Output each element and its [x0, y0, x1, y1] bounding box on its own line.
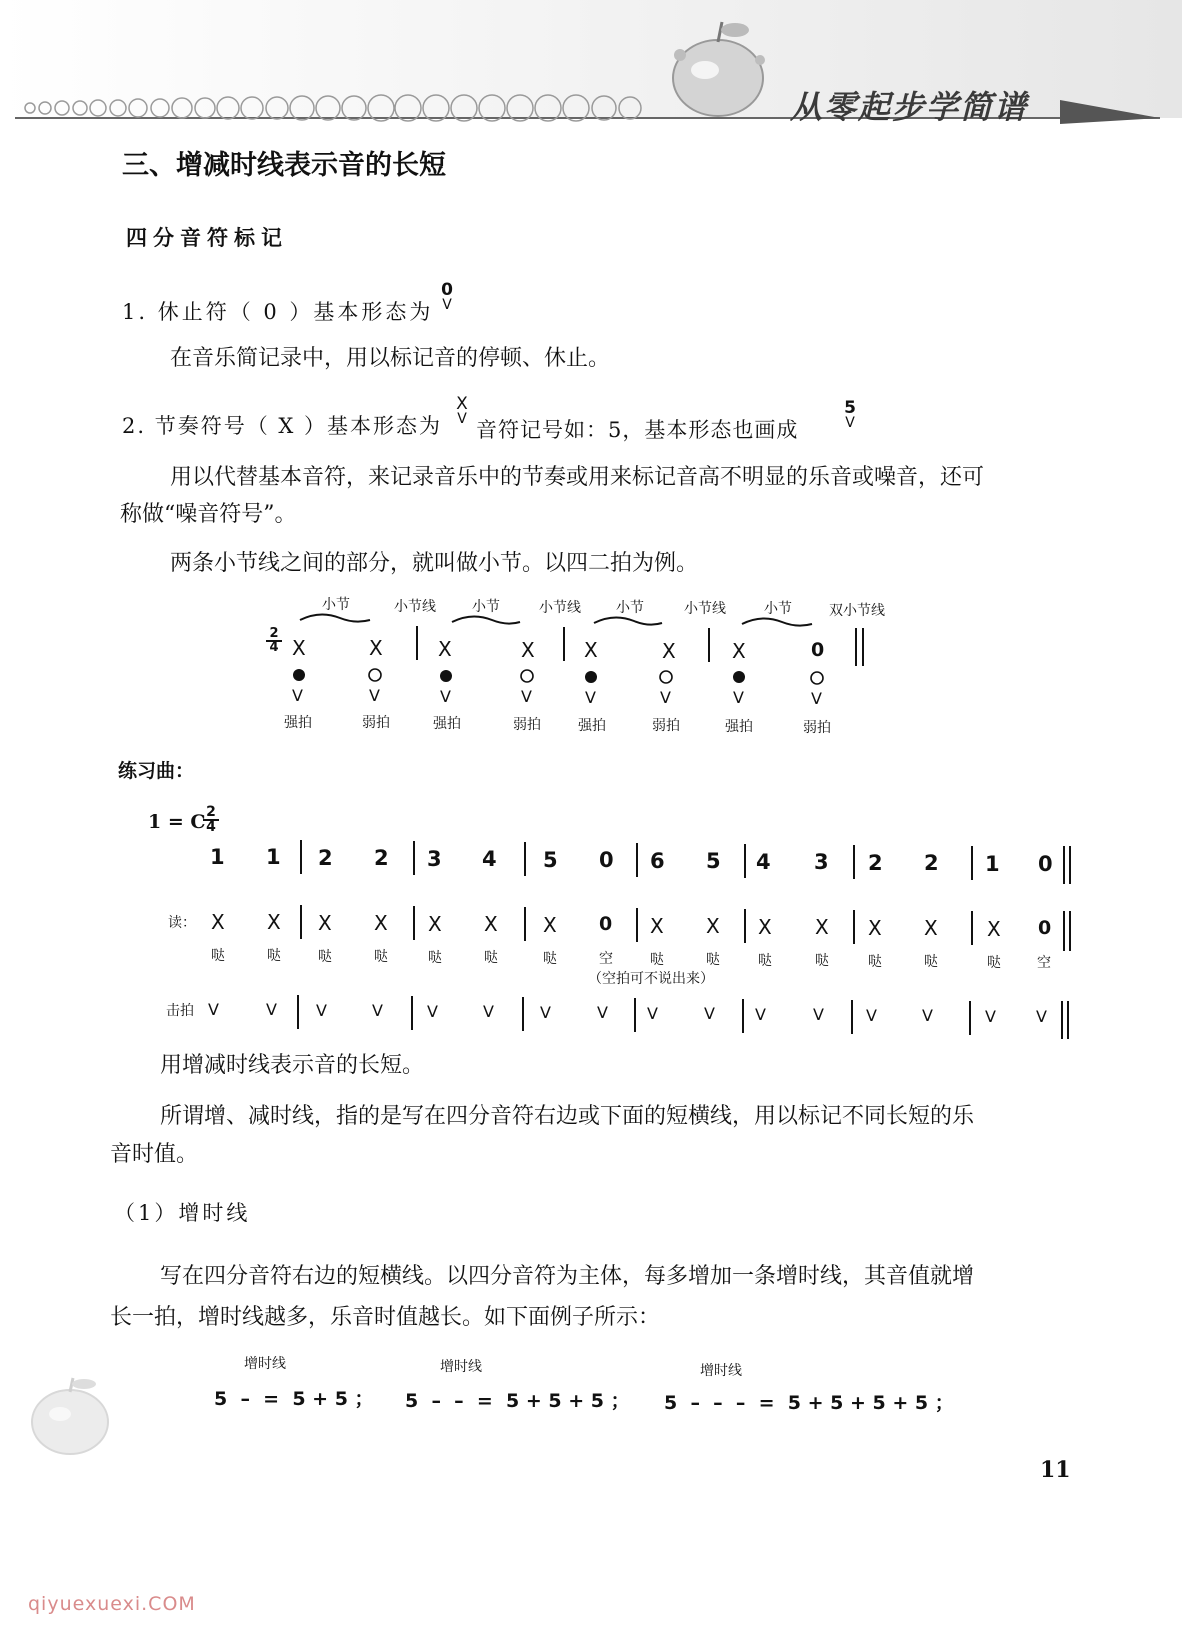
barline — [413, 906, 415, 940]
barline — [522, 997, 524, 1031]
read-note: X — [543, 913, 557, 937]
read-note: X — [318, 911, 332, 935]
para-3-line-1: 写在四分音符右边的短横线。以四分音符为主体，每多增加一条增时线，其音值就增 — [160, 1264, 975, 1289]
double-barline — [1063, 911, 1065, 951]
read-note: X — [650, 914, 664, 938]
note: 6 — [650, 849, 665, 873]
item2-middle: 音符记号如：5，基本形态也画成 — [476, 418, 799, 442]
notes-row — [0, 840, 1182, 890]
measure-diagram — [0, 590, 1182, 745]
syllable: 哒 — [484, 950, 498, 966]
item1-desc: 在音乐简记录中，用以标记音的停顿、休止。 — [170, 346, 611, 371]
syllable: 哒 — [318, 949, 332, 965]
v-mark: V — [1036, 1007, 1047, 1026]
barline — [411, 996, 413, 1030]
read-note: X — [484, 912, 498, 936]
syllable: 哒 — [267, 948, 281, 964]
v-mark: V — [647, 1004, 658, 1023]
barline — [853, 910, 855, 944]
beat-label: 弱拍 — [362, 715, 390, 731]
diagram-note: X — [438, 637, 452, 661]
read-note: X — [924, 916, 938, 940]
time-signature — [266, 628, 282, 654]
page-number: 11 — [1040, 1457, 1071, 1483]
v-mark: V — [483, 1002, 494, 1021]
double-barline-label: 双小节线 — [829, 603, 885, 619]
item2-symbol — [452, 396, 472, 426]
barline — [416, 626, 418, 660]
v-mark: V — [369, 686, 380, 705]
double-barline — [1061, 1001, 1063, 1039]
barline — [634, 998, 636, 1032]
barline — [524, 842, 526, 876]
note: 1 — [985, 852, 1000, 876]
barline — [563, 627, 565, 661]
time-sig-top: 2 — [206, 804, 216, 820]
double-barline — [1069, 911, 1071, 951]
barline — [636, 908, 638, 942]
barline — [413, 841, 415, 875]
item2-symbol2 — [840, 400, 860, 430]
read-note: X — [758, 915, 772, 939]
note: 0 — [599, 848, 614, 872]
syllable: 哒 — [815, 953, 829, 969]
example-1: 5 – = 5 + 5 ； — [214, 1388, 374, 1410]
examples — [0, 1350, 1182, 1430]
example-3: 5 – – – = 5 + 5 + 5 + 5 ； — [664, 1392, 954, 1414]
barline — [524, 907, 526, 941]
barline — [300, 905, 302, 939]
beat-label: 强拍 — [433, 716, 461, 732]
measure-label: 小节 — [616, 600, 644, 616]
section-title: 三、增减时线表示音的长短 — [122, 150, 446, 181]
note: 2 — [868, 851, 883, 875]
syllable: 哒 — [211, 948, 225, 964]
note: 4 — [756, 850, 771, 874]
v-mark: V — [660, 688, 671, 707]
note: 5 — [543, 848, 558, 872]
v-mark: V — [813, 1005, 824, 1024]
example-label: 增时线 — [700, 1363, 742, 1379]
double-barline — [862, 628, 864, 666]
read-note: X — [211, 910, 225, 934]
barline — [708, 628, 710, 662]
note: 3 — [814, 850, 829, 874]
v-mark: V — [316, 1001, 327, 1020]
note: 1 — [210, 845, 225, 869]
read-row — [0, 905, 1182, 995]
barline — [297, 995, 299, 1029]
double-barline — [1069, 846, 1071, 884]
beat-label: 弱拍 — [652, 718, 680, 734]
beat-dots — [0, 665, 1182, 685]
para-1: 用增减时线表示音的长短。 — [160, 1053, 425, 1078]
syllable: 哒 — [428, 950, 442, 966]
read-note: 0 — [599, 913, 613, 935]
example-label: 增时线 — [244, 1356, 286, 1372]
read-note: X — [267, 910, 281, 934]
v-mark: V — [597, 1003, 608, 1022]
read-note: X — [868, 916, 882, 940]
syllable: 空 — [1037, 955, 1051, 971]
subheading-1: （1）增时线 — [114, 1201, 251, 1225]
para-3-line-2: 长一拍，增时线越多，乐音时值越长。如下面例子所示： — [110, 1305, 661, 1330]
syllable: 空 — [599, 951, 613, 967]
note: 4 — [482, 847, 497, 871]
v-mark: V — [704, 1004, 715, 1023]
v-mark: V — [372, 1001, 383, 1020]
item1-label: 1. 休止符（ 0 ）基本形态为 — [122, 300, 434, 324]
read-note: X — [428, 912, 442, 936]
example-label: 增时线 — [440, 1359, 482, 1375]
header-brand: 从零起步学简谱 — [790, 88, 1029, 126]
diagram-note: X — [292, 636, 306, 660]
page-header — [0, 0, 1182, 140]
v-mark: V — [521, 687, 532, 706]
para-2-line-2: 音时值。 — [110, 1142, 199, 1167]
read-note: X — [987, 917, 1001, 941]
barline — [742, 999, 744, 1033]
item2-label: 2. 节奏符号（ X ）基本形态为 — [122, 414, 443, 438]
v-mark: V — [811, 689, 822, 708]
barline — [853, 845, 855, 879]
v-mark: V — [457, 411, 467, 427]
time-sig-bottom: 4 — [269, 640, 279, 655]
note: 5 — [706, 849, 721, 873]
v-mark: V — [266, 1000, 277, 1019]
v-mark: V — [440, 687, 451, 706]
note: 2 — [318, 846, 333, 870]
beat-label: 弱拍 — [803, 720, 831, 736]
barline-label: 小节线 — [539, 600, 581, 616]
barline-label: 小节线 — [684, 601, 726, 617]
barline — [744, 909, 746, 943]
v-mark: V — [922, 1006, 933, 1025]
v-mark: V — [845, 415, 855, 431]
measure-label: 小节 — [764, 601, 792, 617]
beat-label: 强拍 — [578, 718, 606, 734]
double-barline — [1063, 846, 1065, 884]
measure-label: 小节 — [322, 597, 350, 613]
diagram-note: X — [662, 639, 676, 663]
v-mark: V — [733, 688, 744, 707]
measure-label: 小节 — [472, 599, 500, 615]
syllable: 哒 — [758, 953, 772, 969]
double-barline — [1067, 1001, 1069, 1039]
para-2-line-1: 所谓增、减时线，指的是写在四分音符右边或下面的短横线，用以标记不同长短的乐 — [160, 1104, 975, 1129]
v-mark: V — [585, 688, 596, 707]
diagram-note: 0 — [811, 639, 825, 661]
barline — [971, 846, 973, 880]
read-note: X — [374, 911, 388, 935]
rest-note: （空拍可不说出来） — [588, 971, 714, 987]
v-mark: V — [442, 297, 452, 313]
rest-symbol: 0 — [441, 280, 453, 300]
note: 2 — [374, 846, 389, 870]
syllable: 哒 — [924, 954, 938, 970]
apple-icon — [18, 1370, 118, 1460]
v-mark: V — [540, 1003, 551, 1022]
diagram-note: X — [732, 639, 746, 663]
beat-label: 强拍 — [725, 719, 753, 735]
syllable: 哒 — [868, 954, 882, 970]
syllable: 哒 — [987, 955, 1001, 971]
barline — [744, 844, 746, 878]
exercise-key: 1 = C — [148, 811, 206, 833]
diagram-note: X — [521, 638, 535, 662]
read-note: 0 — [1038, 917, 1052, 939]
item1-symbol — [437, 282, 457, 312]
v-mark: V — [985, 1007, 996, 1026]
exercise-time-signature — [203, 806, 219, 834]
note: 2 — [924, 851, 939, 875]
v-mark: V — [427, 1002, 438, 1021]
v-mark: V — [208, 1000, 219, 1019]
read-label: 读： — [168, 915, 196, 931]
beat-label: 击拍 — [166, 1003, 194, 1019]
barline — [971, 911, 973, 945]
barline — [636, 843, 638, 877]
watermark: qiyuexuexi.COM — [28, 1593, 196, 1615]
exercise-title: 练习曲： — [118, 760, 195, 782]
item2-desc-2: 称做“噪音符号”。 — [120, 502, 297, 527]
subtitle: 四分音符标记 — [126, 225, 288, 250]
measure-braces — [0, 590, 1182, 640]
read-note: X — [815, 915, 829, 939]
beat-label: 强拍 — [284, 715, 312, 731]
item2-desc-1: 用以代替基本音符，来记录音乐中的节奏或用来标记音高不明显的乐音或噪音，还可 — [170, 465, 985, 490]
barline — [851, 1000, 853, 1034]
syllable: 哒 — [543, 951, 557, 967]
barline-label: 小节线 — [394, 599, 436, 615]
read-note: X — [706, 914, 720, 938]
example-2: 5 – – = 5 + 5 + 5 ； — [405, 1390, 630, 1412]
time-sig-bottom: 4 — [206, 819, 216, 835]
note: 0 — [1038, 852, 1053, 876]
v-mark: V — [292, 686, 303, 705]
syllable: 哒 — [706, 952, 720, 968]
note: 1 — [266, 845, 281, 869]
beat-label: 弱拍 — [513, 717, 541, 733]
diagram-note: X — [584, 638, 598, 662]
syllable: 哒 — [650, 952, 664, 968]
double-barline — [855, 628, 857, 666]
barline — [969, 1001, 971, 1035]
note: 3 — [427, 847, 442, 871]
note-symbol: 5 — [844, 398, 856, 418]
beat-row — [0, 995, 1182, 1040]
time-sig-top: 2 — [269, 626, 279, 641]
item2-desc-3: 两条小节线之间的部分，就叫做小节。以四二拍为例。 — [170, 551, 699, 576]
v-mark: V — [866, 1006, 877, 1025]
barline — [300, 840, 302, 874]
v-mark: V — [755, 1005, 766, 1024]
diagram-note: X — [369, 636, 383, 660]
x-symbol: X — [456, 394, 468, 414]
syllable: 哒 — [374, 949, 388, 965]
